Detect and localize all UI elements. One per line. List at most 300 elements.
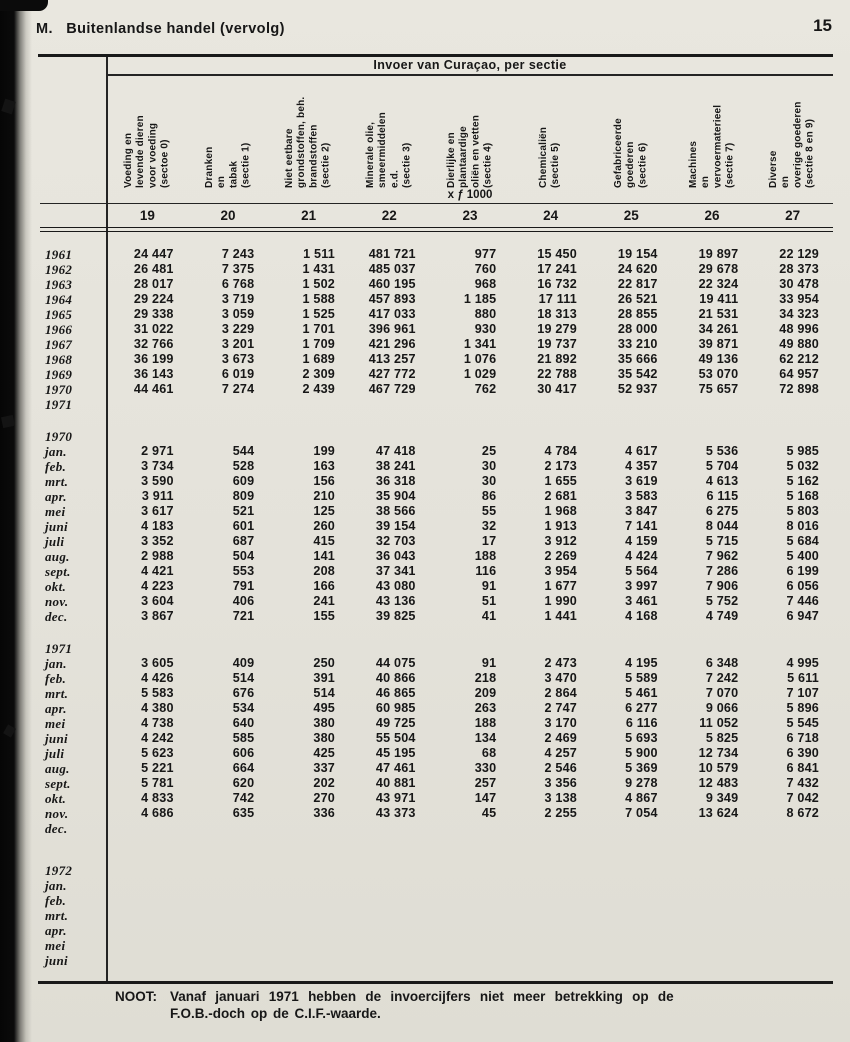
table-cell: 5 693 — [625, 731, 658, 745]
table-row — [40, 549, 833, 564]
table-cell: 3 604 — [141, 594, 174, 608]
table-cell: 41 — [481, 609, 497, 623]
table-cell: 44 461 — [133, 382, 174, 396]
table-cell: 2 546 — [544, 761, 577, 775]
table-row — [40, 821, 833, 836]
table-cell: 166 — [313, 579, 335, 593]
table-cell — [672, 397, 753, 412]
table-cell: 36 199 — [133, 352, 174, 366]
table-cell: 3 590 — [141, 474, 174, 488]
table-cell: 49 136 — [698, 352, 739, 366]
table-cell: 8 672 — [786, 806, 819, 820]
table-row — [40, 609, 833, 624]
table-cell — [672, 641, 753, 656]
table-cell — [672, 821, 753, 836]
table-cell: 4 159 — [625, 534, 658, 548]
table-cell — [349, 821, 430, 836]
table-cell: 5 589 — [625, 671, 658, 685]
table-cell: 3 605 — [141, 656, 174, 670]
table-cell — [107, 429, 188, 444]
column-header — [672, 76, 753, 188]
table-cell — [752, 397, 833, 412]
table-cell: 30 417 — [537, 382, 577, 396]
table-cell: 241 — [313, 594, 335, 608]
table-cell: 2 309 — [302, 367, 335, 381]
table-cell: 968 — [474, 277, 497, 291]
table-cell: 676 — [232, 686, 255, 700]
table-cell: 43 971 — [375, 791, 416, 805]
table-cell: 24 620 — [617, 262, 658, 276]
table-cell: 1 677 — [544, 579, 577, 593]
table-cell — [349, 953, 430, 968]
column-header-text: Minerale olie, smeermiddelen e.d. (sectie 3) — [364, 111, 413, 188]
table-cell: 2 269 — [544, 549, 577, 563]
row-label: sept. — [45, 776, 71, 791]
row-label: 1969 — [45, 367, 73, 382]
table-cell: 30 — [481, 459, 497, 473]
table-cell: 64 957 — [779, 367, 819, 381]
table-cell: 29 338 — [133, 307, 174, 321]
row-group — [40, 247, 833, 412]
column-number: 19 — [139, 208, 155, 223]
table-cell: 742 — [232, 791, 255, 805]
table-cell: 3 201 — [221, 337, 255, 351]
column-header — [752, 76, 833, 188]
table-cell: 3 352 — [141, 534, 174, 548]
table-cell: 6 019 — [221, 367, 255, 381]
table-cell: 4 738 — [141, 716, 174, 730]
table-cell: 396 961 — [368, 322, 416, 336]
table-cell: 5 704 — [705, 459, 739, 473]
table-row — [40, 594, 833, 609]
table-cell: 91 — [481, 579, 497, 593]
table-cell — [268, 821, 349, 836]
table-cell: 39 154 — [375, 519, 416, 533]
table-cell: 791 — [232, 579, 255, 593]
table-cell: 199 — [313, 444, 335, 458]
row-label: juni — [45, 731, 68, 746]
table-cell — [430, 938, 511, 953]
scan-artifact — [0, 0, 48, 11]
table-cell — [268, 893, 349, 908]
table-cell: 3 912 — [544, 534, 577, 548]
table-cell: 2 173 — [544, 459, 577, 473]
table-cell: 5 461 — [625, 686, 658, 700]
table-cell: 337 — [313, 761, 335, 775]
table-cell: 43 080 — [375, 579, 416, 593]
table-cell: 1 689 — [302, 352, 335, 366]
table-cell: 37 341 — [375, 564, 416, 578]
table-title: Invoer van Curaçao, per sectie — [373, 58, 567, 72]
table-cell — [188, 397, 269, 412]
table-cell: 34 323 — [779, 307, 819, 321]
table-cell: 417 033 — [368, 307, 416, 321]
table-row — [40, 337, 833, 352]
table-cell: 39 825 — [375, 609, 416, 623]
table-cell — [510, 893, 591, 908]
table-cell: 3 847 — [625, 504, 658, 518]
row-label: apr. — [45, 923, 67, 938]
table-cell: 553 — [232, 564, 255, 578]
table-row — [40, 656, 833, 671]
table-row — [40, 519, 833, 534]
table-cell: 22 788 — [537, 367, 577, 381]
table-body — [40, 247, 833, 968]
table-cell: 4 784 — [544, 444, 577, 458]
table-cell — [672, 923, 753, 938]
table-cell: 31 022 — [133, 322, 174, 336]
table-cell — [349, 863, 430, 878]
table-cell: 188 — [474, 549, 497, 563]
table-cell: 33 210 — [617, 337, 658, 351]
table-cell — [268, 923, 349, 938]
row-label: 1962 — [45, 262, 73, 277]
table-cell: 3 470 — [544, 671, 577, 685]
table-cell — [752, 641, 833, 656]
table-cell: 7 243 — [221, 247, 255, 261]
table-cell: 6 947 — [786, 609, 819, 623]
table-cell — [188, 908, 269, 923]
table-cell: 585 — [232, 731, 255, 745]
table-cell: 19 411 — [699, 292, 739, 306]
table-cell: 60 985 — [375, 701, 416, 715]
table-cell — [430, 923, 511, 938]
table-cell: 17 241 — [537, 262, 577, 276]
table-cell — [349, 908, 430, 923]
table-cell: 1 701 — [302, 322, 335, 336]
row-label: 1972 — [45, 863, 73, 878]
table-cell: 116 — [475, 564, 497, 578]
table-cell — [107, 878, 188, 893]
table-cell: 380 — [313, 716, 335, 730]
table-cell: 721 — [232, 609, 255, 623]
table-cell: 2 988 — [141, 549, 174, 563]
table-cell: 413 257 — [368, 352, 416, 366]
unit-label: x ƒ 1000 — [447, 188, 493, 201]
table-row — [40, 292, 833, 307]
table-cell — [591, 821, 672, 836]
column-header — [430, 76, 511, 188]
table-cell: 5 825 — [705, 731, 739, 745]
table-row — [40, 444, 833, 459]
table-cell: 977 — [474, 247, 497, 261]
table-cell: 24 447 — [133, 247, 174, 261]
table-cell: 6 768 — [221, 277, 255, 291]
table-cell: 28 017 — [133, 277, 174, 291]
column-number: 20 — [220, 208, 236, 223]
table-cell: 19 897 — [698, 247, 739, 261]
column-number: 24 — [543, 208, 559, 223]
table-row — [40, 761, 833, 776]
row-label: 1968 — [45, 352, 73, 367]
page-header-title: M. Buitenlandse handel (vervolg) — [36, 21, 285, 37]
table-cell: 3 583 — [625, 489, 658, 503]
table-cell: 2 971 — [141, 444, 174, 458]
table-cell — [107, 923, 188, 938]
table-cell: 10 579 — [698, 761, 739, 775]
table-cell: 86 — [481, 489, 497, 503]
table-cell: 427 772 — [368, 367, 416, 381]
table-cell — [591, 953, 672, 968]
table-row — [40, 893, 833, 908]
table-cell — [349, 397, 430, 412]
row-label: 1963 — [45, 277, 73, 292]
table-cell: 3 954 — [544, 564, 577, 578]
table-cell: 380 — [313, 731, 335, 745]
table-cell: 250 — [313, 656, 335, 670]
table-cell: 7 432 — [786, 776, 819, 790]
table-cell — [752, 908, 833, 923]
table-cell: 19 154 — [617, 247, 658, 261]
table-cell: 39 871 — [698, 337, 739, 351]
table-cell: 2 255 — [544, 806, 577, 820]
double-rule — [40, 227, 833, 232]
table-cell: 4 357 — [625, 459, 658, 473]
row-label: 1965 — [45, 307, 73, 322]
table-cell: 5 623 — [141, 746, 174, 760]
table-cell: 22 324 — [698, 277, 739, 291]
table-cell — [672, 908, 753, 923]
table-cell: 47 418 — [375, 444, 416, 458]
column-numbers-row — [40, 204, 833, 227]
table-cell — [107, 821, 188, 836]
table-cell: 22 817 — [617, 277, 658, 291]
column-header-text: Dranken en tabak (sectie 1) — [203, 142, 252, 188]
table-cell: 68 — [481, 746, 497, 760]
table-cell: 4 995 — [786, 656, 819, 670]
table-cell: 263 — [474, 701, 497, 715]
table-cell: 202 — [313, 776, 335, 790]
footnote-line — [115, 988, 805, 1005]
table-cell: 2 864 — [544, 686, 577, 700]
column-number: 23 — [462, 208, 478, 223]
table-cell: 1 341 — [463, 337, 497, 351]
table-row — [40, 671, 833, 686]
table-cell — [672, 893, 753, 908]
table-cell: 13 624 — [698, 806, 739, 820]
table-cell: 485 037 — [368, 262, 416, 276]
column-headers-row — [40, 76, 833, 188]
table-cell: 35 542 — [617, 367, 658, 381]
table-cell: 606 — [232, 746, 255, 760]
table-row — [40, 397, 833, 412]
row-label: apr. — [45, 701, 67, 716]
table-cell: 163 — [313, 459, 335, 473]
table-cell: 481 721 — [368, 247, 416, 261]
table-cell: 2 473 — [544, 656, 577, 670]
imports-table — [40, 57, 833, 968]
table-cell: 5 896 — [786, 701, 819, 715]
table-cell — [510, 878, 591, 893]
table-row — [40, 474, 833, 489]
table-row — [40, 579, 833, 594]
table-cell: 544 — [232, 444, 255, 458]
row-label: nov. — [45, 806, 69, 821]
table-cell: 156 — [313, 474, 335, 488]
table-cell: 1 968 — [544, 504, 577, 518]
table-cell — [510, 397, 591, 412]
table-cell — [349, 429, 430, 444]
table-cell: 528 — [232, 459, 255, 473]
table-cell — [510, 429, 591, 444]
table-cell: 7 446 — [786, 594, 819, 608]
table-cell: 5 752 — [705, 594, 739, 608]
table-cell — [268, 641, 349, 656]
table-cell: 208 — [313, 564, 335, 578]
table-cell: 7 141 — [625, 519, 658, 533]
table-cell: 7 962 — [705, 549, 739, 563]
row-label: juni — [45, 519, 68, 534]
table-row — [40, 908, 833, 923]
table-cell — [349, 878, 430, 893]
table-cell: 209 — [474, 686, 497, 700]
table-cell — [510, 953, 591, 968]
table-cell — [107, 641, 188, 656]
table-cell: 6 718 — [786, 731, 819, 745]
table-cell: 7 054 — [625, 806, 658, 820]
table-cell: 809 — [232, 489, 255, 503]
column-number: 21 — [301, 208, 317, 223]
table-cell: 5 369 — [625, 761, 658, 775]
table-cell — [510, 938, 591, 953]
column-header-text: Chemicaliën (sectie 5) — [538, 126, 562, 188]
table-cell: 72 898 — [779, 382, 819, 396]
table-cell: 210 — [313, 489, 335, 503]
row-label: sept. — [45, 564, 71, 579]
row-label: okt. — [45, 579, 67, 594]
table-cell: 51 — [481, 594, 497, 608]
table-cell: 930 — [474, 322, 497, 336]
table-cell: 664 — [232, 761, 255, 775]
table-cell: 1 029 — [463, 367, 497, 381]
row-label: juni — [45, 953, 68, 968]
table-cell — [107, 953, 188, 968]
table-cell: 2 439 — [302, 382, 335, 396]
table-cell: 32 — [481, 519, 497, 533]
table-cell: 6 199 — [786, 564, 819, 578]
table-cell — [268, 429, 349, 444]
table-cell — [430, 429, 511, 444]
table-cell — [188, 953, 269, 968]
table-cell: 35 666 — [617, 352, 658, 366]
row-group — [40, 863, 833, 968]
table-cell — [591, 863, 672, 878]
table-cell: 257 — [474, 776, 497, 790]
table-cell: 1 185 — [463, 292, 497, 306]
table-cell: 147 — [474, 791, 497, 805]
table-cell: 6 056 — [786, 579, 819, 593]
row-label: nov. — [45, 594, 69, 609]
table-cell: 4 749 — [705, 609, 739, 623]
table-cell — [430, 397, 511, 412]
table-cell: 687 — [232, 534, 255, 548]
table-cell — [752, 953, 833, 968]
table-cell: 26 521 — [617, 292, 658, 306]
table-row — [40, 806, 833, 821]
table-cell: 21 892 — [537, 352, 577, 366]
table-cell: 7 375 — [221, 262, 255, 276]
table-cell: 9 278 — [625, 776, 658, 790]
table-cell: 44 075 — [375, 656, 416, 670]
table-cell: 38 566 — [375, 504, 416, 518]
table-cell: 5 583 — [141, 686, 174, 700]
table-cell: 30 478 — [779, 277, 819, 291]
table-cell: 12 734 — [698, 746, 739, 760]
table-row — [40, 459, 833, 474]
table-cell: 5 400 — [786, 549, 819, 563]
table-cell: 260 — [313, 519, 335, 533]
table-cell: 36 143 — [133, 367, 174, 381]
table-cell: 28 000 — [617, 322, 658, 336]
table-row — [40, 716, 833, 731]
table-cell: 1 913 — [544, 519, 577, 533]
table-cell: 5 684 — [786, 534, 819, 548]
table-cell: 4 183 — [141, 519, 174, 533]
table-cell: 1 502 — [302, 277, 335, 291]
table-cell: 1 709 — [302, 337, 335, 351]
table-cell — [188, 641, 269, 656]
row-label: aug. — [45, 549, 70, 564]
table-cell: 6 348 — [705, 656, 739, 670]
row-label: jan. — [45, 444, 67, 459]
table-cell: 3 170 — [544, 716, 577, 730]
column-number: 25 — [623, 208, 639, 223]
table-cell: 17 111 — [538, 292, 577, 306]
table-row — [40, 534, 833, 549]
row-label: 1970 — [45, 382, 73, 397]
table-row — [40, 322, 833, 337]
table-cell: 3 356 — [544, 776, 577, 790]
table-cell: 6 116 — [625, 716, 658, 730]
table-cell — [510, 923, 591, 938]
table-cell: 12 483 — [698, 776, 739, 790]
table-cell — [591, 908, 672, 923]
table-cell — [268, 953, 349, 968]
footnote — [115, 988, 805, 1022]
table-cell: 4 426 — [141, 671, 174, 685]
bottom-rule — [38, 981, 833, 984]
table-cell: 7 070 — [705, 686, 739, 700]
table-cell: 4 195 — [625, 656, 658, 670]
table-cell: 3 461 — [625, 594, 658, 608]
table-cell: 3 619 — [625, 474, 658, 488]
table-cell: 48 996 — [779, 322, 819, 336]
table-cell: 11 052 — [699, 716, 739, 730]
table-cell: 3 617 — [141, 504, 174, 518]
table-cell — [188, 878, 269, 893]
table-cell: 880 — [474, 307, 497, 321]
table-cell — [268, 938, 349, 953]
row-label: juli — [45, 746, 65, 761]
table-cell: 17 — [481, 534, 497, 548]
table-cell: 33 954 — [779, 292, 819, 306]
table-cell: 29 678 — [698, 262, 739, 276]
table-cell: 35 904 — [375, 489, 416, 503]
table-row — [40, 746, 833, 761]
row-label: mrt. — [45, 686, 69, 701]
table-cell: 43 373 — [375, 806, 416, 820]
table-cell: 1 525 — [302, 307, 335, 321]
table-cell: 1 588 — [302, 292, 335, 306]
table-cell: 514 — [313, 686, 335, 700]
table-row — [40, 878, 833, 893]
table-cell — [188, 863, 269, 878]
table-row — [40, 307, 833, 322]
table-cell: 336 — [313, 806, 335, 820]
row-label: mrt. — [45, 908, 69, 923]
column-header — [188, 76, 269, 188]
column-header-text: Gefabriceerde goederen (sectie 6) — [613, 117, 649, 188]
